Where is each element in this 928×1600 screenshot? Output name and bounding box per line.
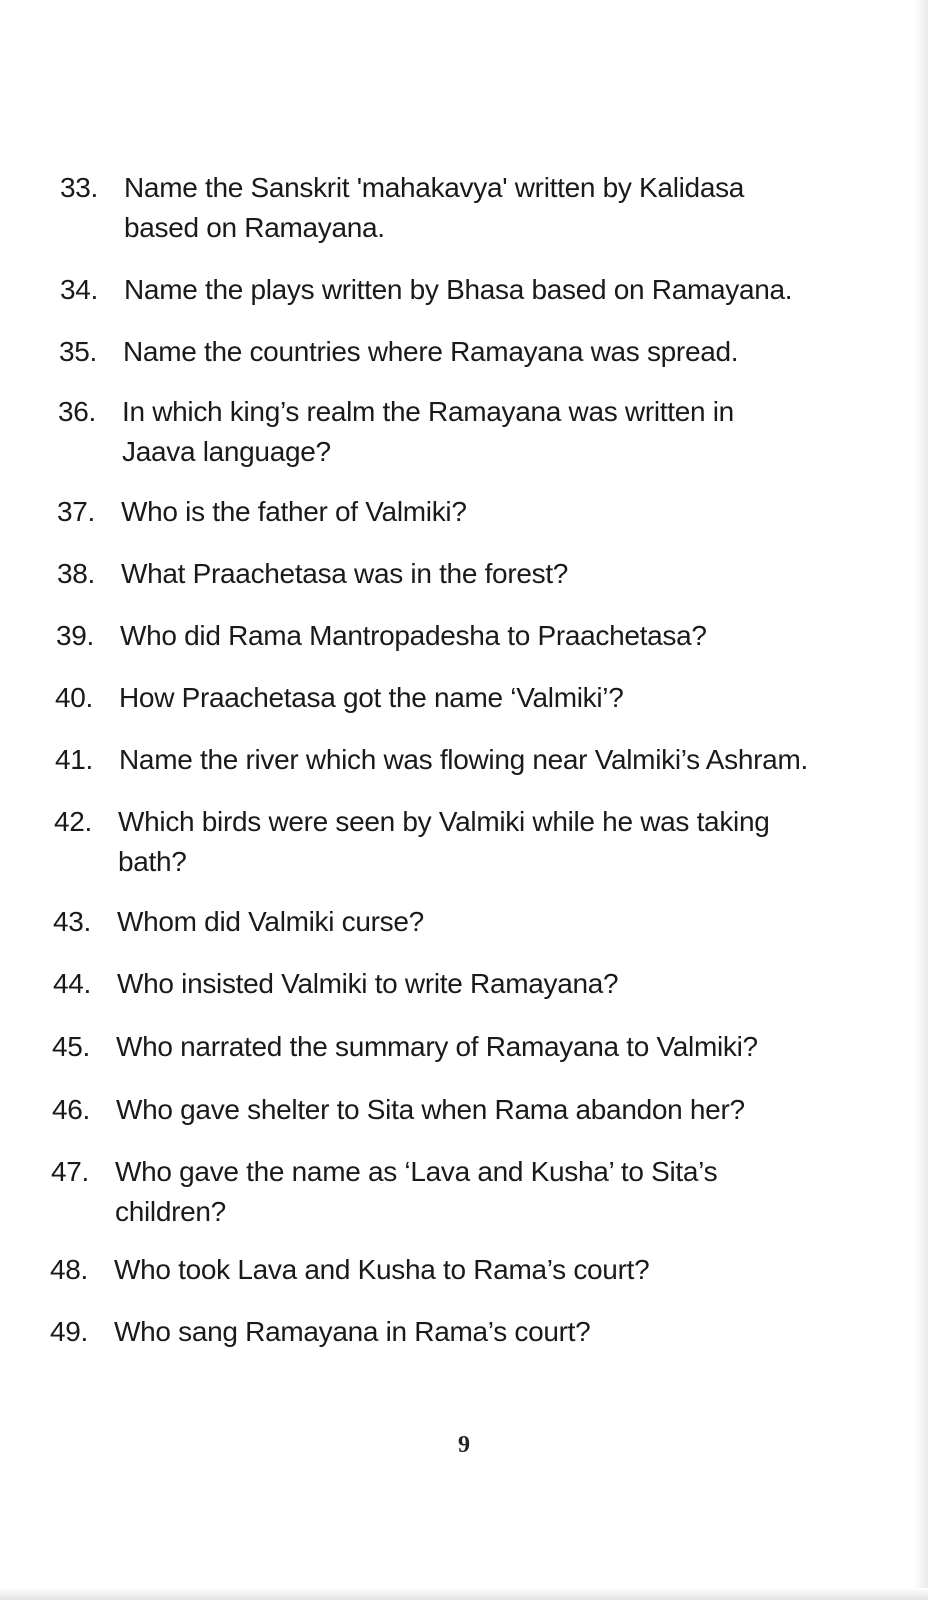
question-number: 34. bbox=[60, 274, 99, 305]
question-item bbox=[53, 964, 807, 1004]
question-item bbox=[58, 392, 802, 472]
question-item bbox=[53, 902, 807, 942]
question-item bbox=[60, 168, 804, 248]
question-item bbox=[51, 1152, 735, 1232]
question-item bbox=[55, 678, 809, 718]
question-number: 41. bbox=[55, 744, 94, 775]
question-item bbox=[57, 554, 811, 594]
page-number: 9 bbox=[458, 1432, 470, 1458]
question-text: Name the Sanskrit 'mahakavya' written by Kalidasa based on Ramayana. bbox=[124, 172, 745, 243]
question-item bbox=[59, 332, 813, 372]
question-item bbox=[55, 740, 849, 780]
question-text: Name the river which was flowing near Valmiki’s Ashram. bbox=[119, 744, 808, 775]
question-item bbox=[57, 492, 811, 532]
question-item bbox=[60, 270, 814, 310]
question-number: 33. bbox=[60, 172, 99, 203]
question-text: Whom did Valmiki curse? bbox=[117, 906, 424, 937]
question-number: 47. bbox=[51, 1156, 90, 1187]
question-number: 44. bbox=[53, 968, 92, 999]
question-number: 43. bbox=[53, 906, 92, 937]
question-text: Who is the father of Valmiki? bbox=[121, 496, 467, 527]
question-item bbox=[54, 802, 778, 882]
question-text: Who did Rama Mantropadesha to Praachetasa? bbox=[120, 620, 707, 651]
question-number: 38. bbox=[57, 558, 96, 589]
question-text: Who gave the name as ‘Lava and Kusha’ to Sita’s children? bbox=[115, 1156, 718, 1227]
question-number: 40. bbox=[55, 682, 94, 713]
question-text: In which king’s realm the Ramayana was written in Jaava language? bbox=[122, 396, 734, 467]
question-text: Who narrated the summary of Ramayana to Valmiki? bbox=[116, 1031, 758, 1062]
question-number: 45. bbox=[52, 1031, 91, 1062]
question-text: Name the countries where Ramayana was spread. bbox=[123, 336, 739, 367]
question-number: 39. bbox=[56, 620, 95, 651]
question-item bbox=[52, 1027, 806, 1067]
question-text: How Praachetasa got the name ‘Valmiki’? bbox=[119, 682, 624, 713]
question-text: Which birds were seen by Valmiki while he was taking bath? bbox=[118, 806, 770, 877]
question-item bbox=[52, 1090, 806, 1130]
question-number: 37. bbox=[57, 496, 96, 527]
question-text: Who gave shelter to Sita when Rama abandon her? bbox=[116, 1094, 745, 1125]
question-text: Who took Lava and Kusha to Rama’s court? bbox=[114, 1254, 650, 1285]
question-text: Who sang Ramayana in Rama’s court? bbox=[114, 1316, 591, 1347]
question-number: 49. bbox=[50, 1316, 89, 1347]
question-item bbox=[50, 1312, 804, 1352]
question-text: Who insisted Valmiki to write Ramayana? bbox=[117, 968, 619, 999]
question-number: 48. bbox=[50, 1254, 89, 1285]
question-number: 42. bbox=[54, 806, 93, 837]
question-number: 35. bbox=[59, 336, 98, 367]
question-text: What Praachetasa was in the forest? bbox=[121, 558, 569, 589]
question-text: Name the plays written by Bhasa based on Ramayana. bbox=[124, 274, 793, 305]
question-item bbox=[50, 1250, 804, 1290]
question-number: 46. bbox=[52, 1094, 91, 1125]
question-number: 36. bbox=[58, 396, 97, 427]
question-item bbox=[56, 616, 810, 656]
